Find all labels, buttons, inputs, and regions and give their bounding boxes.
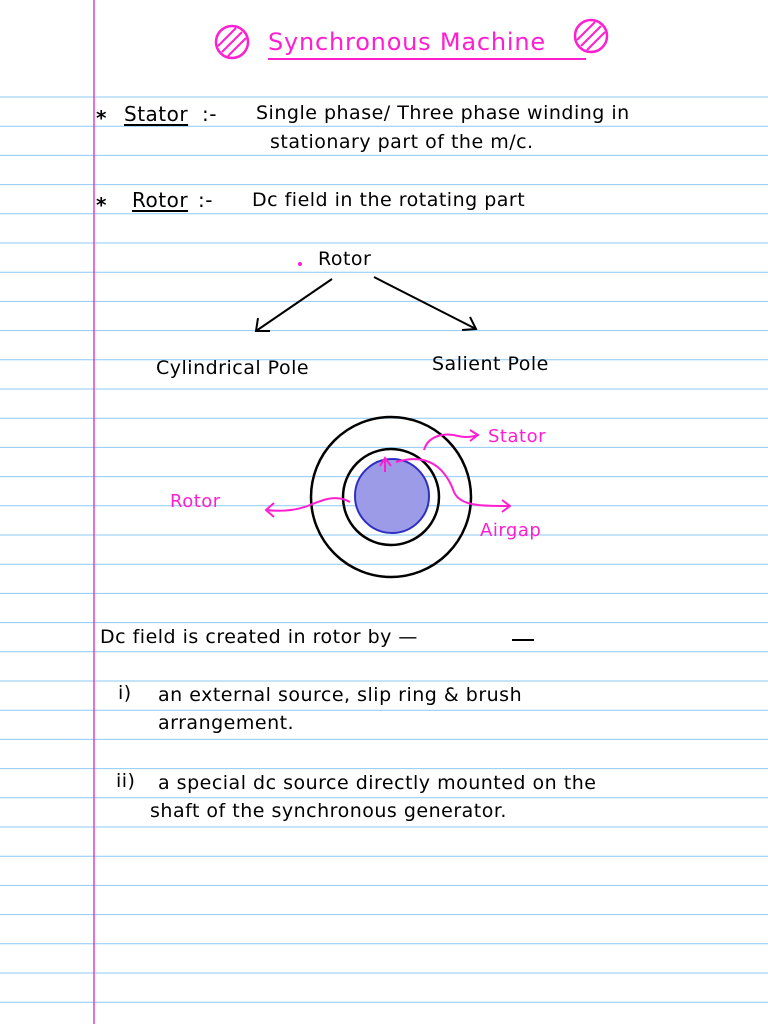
- tree-left-label: Cylindrical Pole: [156, 357, 310, 379]
- machine-cross-section: [311, 417, 471, 577]
- ruled-lines: [0, 97, 768, 1002]
- item-1-marker: i): [118, 682, 132, 704]
- ink-dot: [298, 262, 302, 266]
- rotor-pointer-arrow: [266, 498, 350, 517]
- rotor-disc: [355, 459, 429, 533]
- rotor-term: Rotor: [132, 188, 189, 212]
- tree-right-label: Salient Pole: [432, 353, 549, 375]
- rotor-separator: :-: [198, 188, 213, 212]
- label-airgap: Airgap: [480, 520, 542, 541]
- hatched-circle-icon: [575, 20, 607, 52]
- stator-term: Stator: [124, 102, 189, 126]
- stator-line-1: Single phase/ Three phase winding in: [256, 102, 630, 124]
- stator-line-2: stationary part of the m/c.: [270, 131, 534, 153]
- rotor-bullet: *: [96, 193, 107, 217]
- item-2-line-1: a special dc source directly mounted on the: [158, 772, 597, 794]
- item-2-marker: ii): [116, 770, 136, 792]
- tree-arrow-right: [374, 277, 476, 330]
- stator-bullet: *: [96, 106, 107, 130]
- page-title: Synchronous Machine: [268, 28, 546, 56]
- item-2-line-2: shaft of the synchronous generator.: [150, 800, 507, 822]
- item-1-line-1: an external source, slip ring & brush: [158, 684, 523, 706]
- item-1-line-2: arrangement.: [158, 712, 295, 734]
- tree-root-label: Rotor: [318, 248, 372, 270]
- rotor-description: Dc field in the rotating part: [252, 189, 526, 211]
- hatched-circle-icon: [216, 26, 248, 58]
- label-rotor: Rotor: [170, 491, 221, 512]
- label-stator: Stator: [488, 426, 546, 447]
- tree-arrow-left: [256, 279, 332, 331]
- stator-separator: :-: [202, 102, 217, 126]
- dc-field-intro: Dc field is created in rotor by —: [100, 626, 418, 648]
- title-underline: [268, 58, 586, 60]
